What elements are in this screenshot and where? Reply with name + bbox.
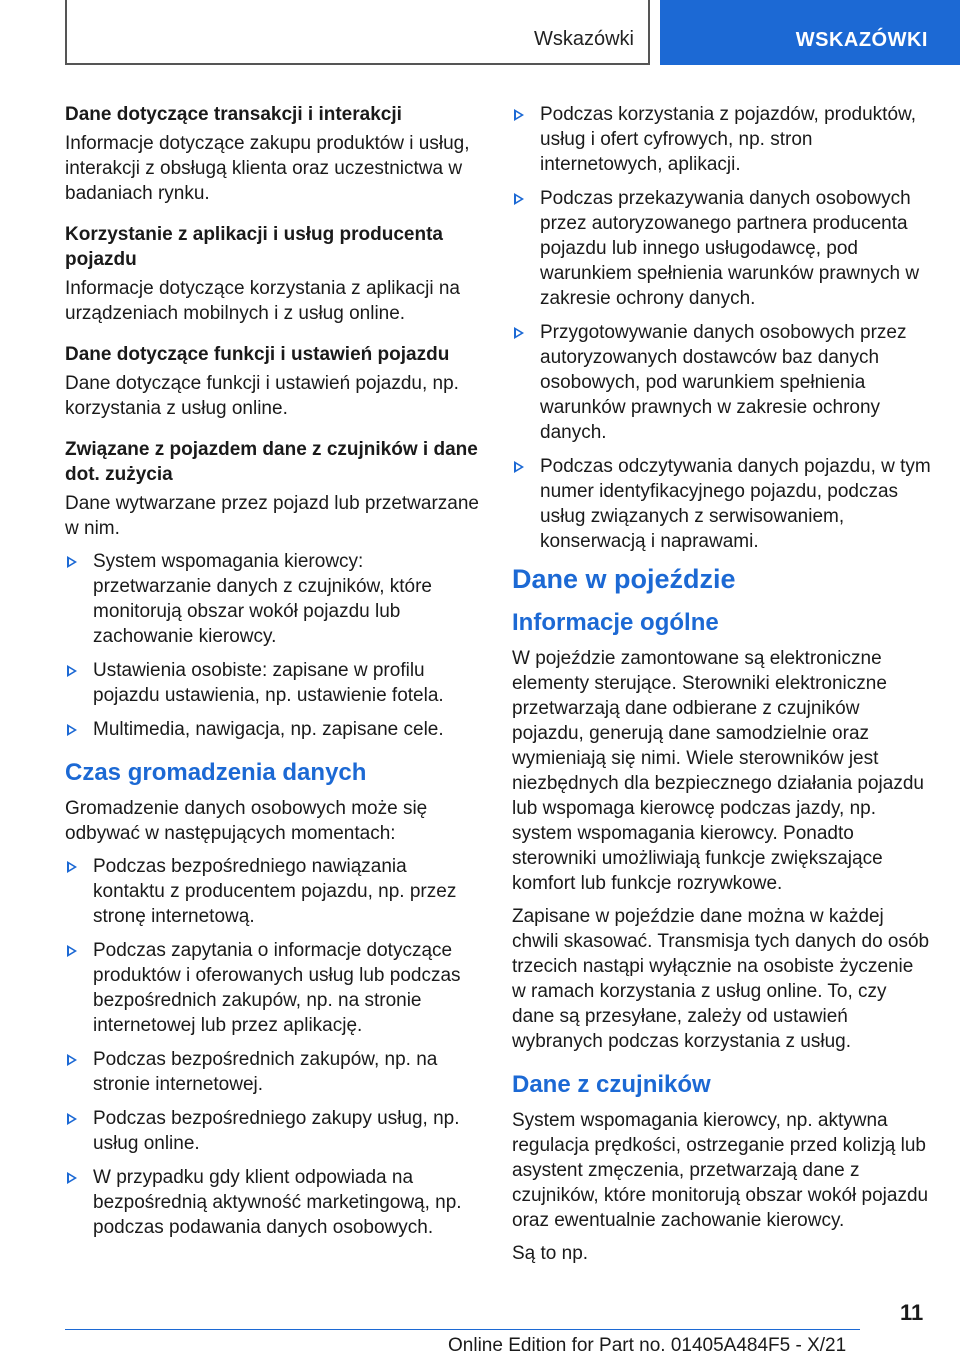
page-number: 11 — [900, 1300, 924, 1325]
list-item: Podczas przekazywania danych osobowych przez autoryzowanego partnera producenta pojazdu lub innego usługodawcę, pod warunkiem spełnienia warunków prawnych w zakresie ochrony danych. — [512, 186, 932, 311]
list-item: Podczas bezpośredniego zakupy usług, np. usług online. — [65, 1106, 480, 1156]
bullet-triangle-icon — [67, 1054, 77, 1066]
bullet-triangle-icon — [514, 193, 524, 205]
list-item: System wspomagania kierowcy: przetwarzanie danych z czujników, które monitorują obszar wokół pojazdu lub zachowanie kierowcy. — [65, 549, 480, 649]
sensor-data-list — [65, 549, 480, 742]
paragraph-collection-time: Gromadzenie danych osobowych może się odbywać w następujących momentach: — [65, 798, 428, 844]
subheading-transactions: Dane dotyczące transakcji i interakcji — [65, 104, 402, 125]
subheading-sensor-data: Związane z pojazdem dane z czujników i dane dot. zużycia — [65, 439, 478, 485]
bullet-triangle-icon — [67, 1172, 77, 1184]
list-item: Przygotowywanie danych osobowych przez autoryzowanych dostawców baz danych osobowych, pod warunkiem spełnienia warunków prawnych w zakresie ochrony danych. — [512, 320, 932, 445]
list-item: Podczas bezpośrednich zakupów, np. na stronie internetowej. — [65, 1047, 480, 1097]
paragraph-sensor-data-1: System wspomagania kierowcy, np. aktywna regulacja prędkości, ostrzeganie przed kolizją lub asystent zmęczenia, przetwarzają dane z czujników, które monitorują obszar wokół pojazdu oraz ewentualnie zachowanie kierowcy. — [512, 1110, 929, 1231]
section-heading-collection-time: Czas gromadzenia danych — [65, 759, 367, 786]
footer-edition-text: Online Edition for Part no. 01405A484F5 - X/21 — [448, 1335, 847, 1356]
list-item: Podczas zapytania o informacje dotyczące produktów i oferowanych usług lub podczas bezpośrednich zakupów, np. na stronie internetowej lub przez aplikację. — [65, 938, 480, 1038]
collection-time-list — [65, 854, 480, 1240]
paragraph-general-info-1: W pojeździe zamontowane są elektroniczne elementy sterujące. Sterowniki elektroniczne przetwarzają dane odbierane z czujników pojazdu, generują dane samodzielnie oraz wymieniają się nimi. Wiele sterowników jest niezbędnych dla bezpiecznego działania pojazdu lub wspomaga kierowcę podczas jazdy, np. system wspomagania kierowcy. Ponadto sterowniki umożliwiają funkcje zwiększające komfort lub funkcje rozrywkowe. — [512, 648, 924, 894]
paragraph-vehicle-functions: Dane dotyczące funkcji i ustawień pojazdu, np. korzystania z usług online. — [65, 373, 459, 419]
header-tab-left — [65, 0, 650, 65]
bullet-triangle-icon — [67, 556, 77, 568]
main-heading-vehicle-data: Dane w pojeździe — [512, 564, 736, 594]
list-item: W przypadku gdy klient odpowiada na bezpośrednią aktywność marketingową, np. podczas podawania danych osobowych. — [65, 1165, 480, 1240]
footer-divider — [65, 1329, 860, 1330]
header-tab-active — [660, 0, 960, 65]
paragraph-general-info-2: Zapisane w pojeździe dane można w każdej chwili skasować. Transmisja tych danych do osób trzecich nastąpi wyłącznie na osobiste życzenie w ramach korzystania z usług online. To, czy dane są przesyłane, zależy od ustawień wybranych podczas korzystania z usług. — [512, 906, 930, 1052]
section-heading-sensor-data: Dane z czujników — [512, 1071, 711, 1098]
list-item: Podczas odczytywania danych pojazdu, w tym numer identyfikacyjnego pojazdu, podczas usług związanych z serwisowaniem, konserwacją i naprawami. — [512, 454, 932, 554]
list-item: Ustawienia osobiste: zapisane w profilu pojazdu ustawienia, np. ustawienie fotela. — [65, 658, 480, 708]
bullet-triangle-icon — [514, 461, 524, 473]
header-section-label: WSKAZÓWKI — [795, 29, 928, 51]
paragraph-sensor-data-2: Są to np. — [512, 1243, 589, 1264]
list-item: Podczas korzystania z pojazdów, produktów, usług i ofert cyfrowych, np. stron internetowych, aplikacji. — [512, 102, 932, 177]
right-column — [512, 102, 932, 1282]
left-column — [65, 102, 480, 1250]
bullet-triangle-icon — [67, 724, 77, 736]
bullet-triangle-icon — [67, 945, 77, 957]
bullet-triangle-icon — [514, 109, 524, 121]
bullet-triangle-icon — [67, 665, 77, 677]
subheading-apps: Korzystanie z aplikacji i usług producenta pojazdu — [65, 224, 443, 270]
paragraph-sensor-data: Dane wytwarzane przez pojazd lub przetwarzane w nim. — [65, 493, 479, 539]
bullet-triangle-icon — [514, 327, 524, 339]
paragraph-apps: Informacje dotyczące korzystania z aplikacji na urządzeniach mobilnych i z usług online. — [65, 278, 460, 324]
list-item: Multimedia, nawigacja, np. zapisane cele. — [65, 717, 480, 742]
section-heading-general-info: Informacje ogólne — [512, 609, 719, 636]
subheading-vehicle-functions: Dane dotyczące funkcji i ustawień pojazdu — [65, 344, 450, 365]
paragraph-transactions: Informacje dotyczące zakupu produktów i usług, interakcji z obsługą klienta oraz uczestnictwa w badaniach rynku. — [65, 133, 470, 204]
header-chapter-label: Wskazówki — [533, 28, 634, 50]
bullet-triangle-icon — [67, 1113, 77, 1125]
bullet-triangle-icon — [67, 861, 77, 873]
collection-time-list-continued — [512, 102, 932, 554]
list-item: Podczas bezpośredniego nawiązania kontaktu z producentem pojazdu, np. przez stronę internetową. — [65, 854, 480, 929]
